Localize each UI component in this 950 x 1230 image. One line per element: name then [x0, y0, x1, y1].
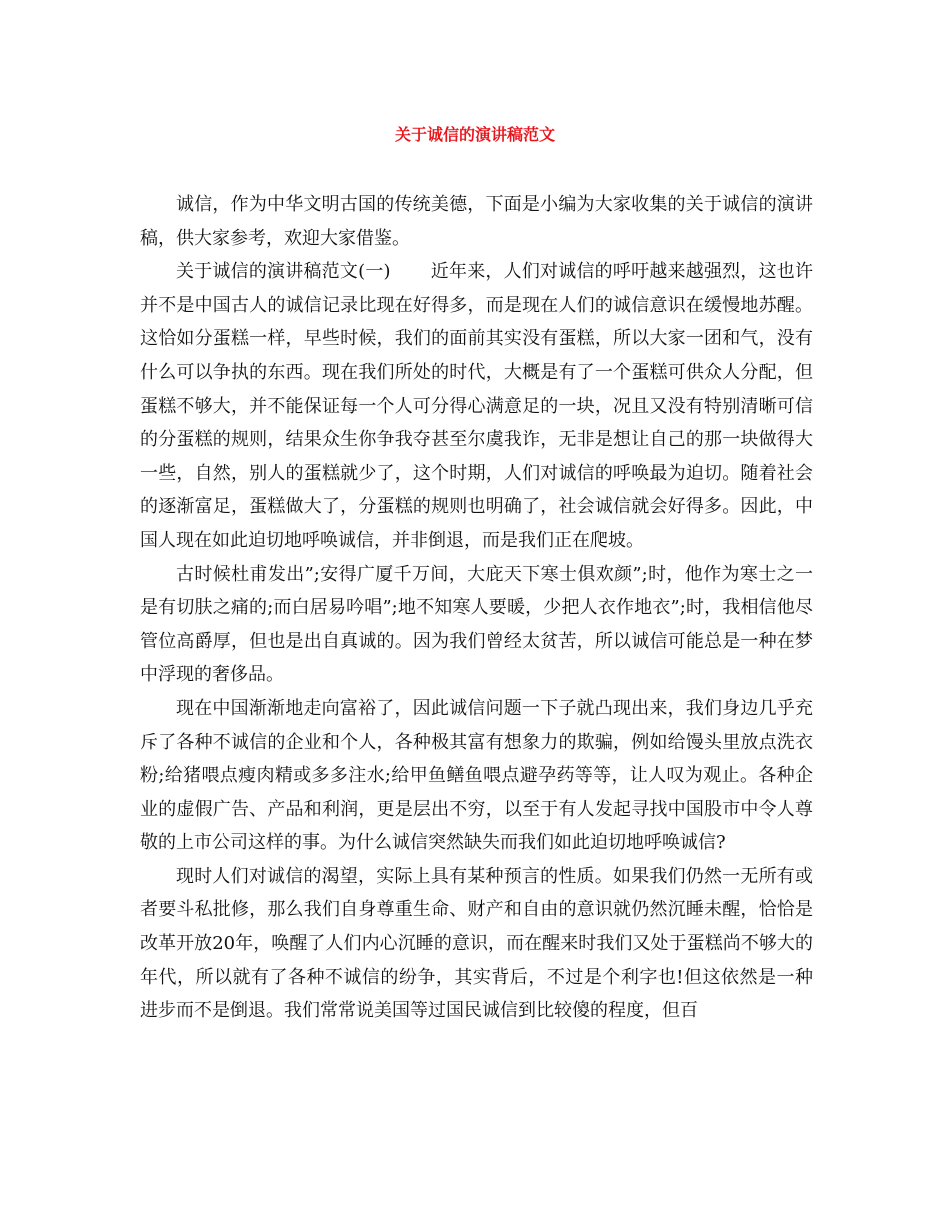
paragraph-2 [140, 558, 813, 692]
paragraph-3-text: 现在中国渐渐地走向富裕了，因此诚信问题一下子就凸现出来，我们身边几乎充斥了各种不诚信的企业和个人，各种极其富有想象力的欺骗，例如给馒头里放点洗衣粉;给猪喂点瘦肉精或多多注水;给甲鱼鳝鱼喂点避孕药等等，让人叹为观止。各种企业的虚假广告、产品和利润，更是层出不穷，以至于有人发起寻找中国股市中令人尊敬的上市公司这样的事。为什么诚信突然缺失而我们如此迫切地呼唤诚信? [140, 697, 813, 854]
paragraph-3 [140, 692, 813, 860]
paragraph-1-text: 近年来，人们对诚信的呼吁越来越强烈，这也许并不是中国古人的诚信记录比现在好得多，而是现在人们的诚信意识在缓慢地苏醒。这恰如分蛋糕一样，早些时候，我们的面前其实没有蛋糕，所以大家一团和气，没有什么可以争执的东西。现在我们所处的时代，大概是有了一个蛋糕可供众人分配，但蛋糕不够大，并不能保证每一个人可分得心满意足的一块，况且又没有特别清晰可信的分蛋糕的规则，结果众生你争我夺甚至尔虞我诈，无非是想让自己的那一块做得大一些，自然，别人的蛋糕就少了，这个时期，人们对诚信的呼唤最为迫切。随着社会的逐渐富足，蛋糕做大了，分蛋糕的规则也明确了，社会诚信就会好得多。因此，中国人现在如此迫切地呼唤诚信，并非倒退，而是我们正在爬坡。 [140, 261, 814, 551]
document-body [140, 188, 813, 1028]
intro-text: 诚信，作为中华文明古国的传统美德，下面是小编为大家收集的关于诚信的演讲稿，供大家参考，欢迎大家借鉴。 [140, 194, 813, 249]
section-heading: 关于诚信的演讲稿范文(一) [176, 261, 391, 283]
paragraph-4-text: 现时人们对诚信的渴望，实际上具有某种预言的性质。如果我们仍然一无所有或者要斗私批修，那么我们自身尊重生命、财产和自由的意识就仍然沉睡未醒，恰恰是改革开放20年，唤醒了人们内心沉睡的意识，而在醒来时我们又处于蛋糕尚不够大的年代，所以就有了各种不诚信的纷争，其实背后，不过是个利字也!但这依然是一种进步而不是倒退。我们常常说美国等过国民诚信到比较傻的程度，但百 [140, 865, 813, 1022]
paragraph-2-text: 古时候杜甫发出”;安得广厦千万间，大庇天下寒士俱欢颜”;时，他作为寒士之一是有切肤之痛的;而白居易吟唱”;地不知寒人要暖，少把人衣作地衣”;时，我相信他尽管位高爵厚，但也是出自真诚的。因为我们曾经太贫苦，所以诚信可能总是一种在梦中浮现的奢侈品。 [140, 563, 813, 686]
intro-paragraph [140, 188, 813, 255]
paragraph-4 [140, 860, 813, 1028]
document-title: 关于诚信的演讲稿范文 [394, 125, 555, 144]
section-paragraph-1 [140, 255, 813, 557]
